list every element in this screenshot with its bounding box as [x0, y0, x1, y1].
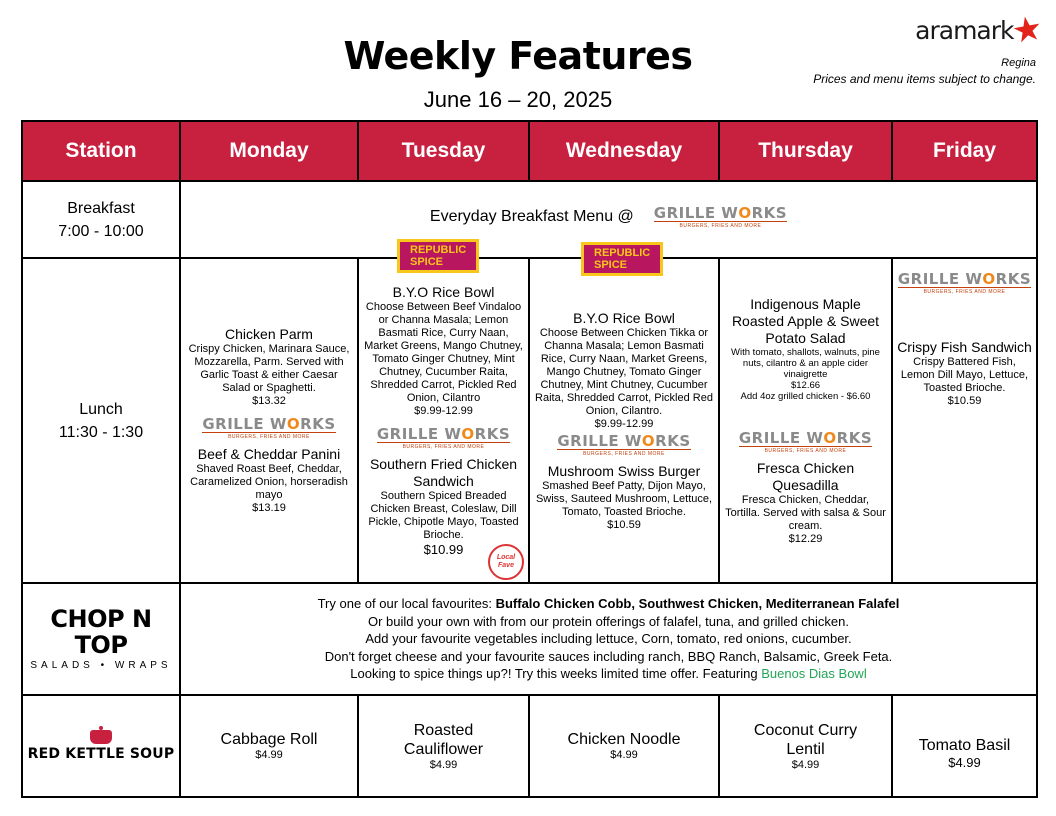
tuesday-item1-title: B.Y.O Rice Bowl	[392, 283, 495, 300]
chop-line3: Add your favourite vegetables including lettuce, Corn, tomato, red onions, cucumber.	[365, 631, 852, 647]
soup-row	[22, 695, 1037, 797]
soup-tuesday	[358, 695, 529, 797]
friday-item1-desc: Crispy Battered Fish, Lemon Dill Mayo, Lettuce, Toasted Brioche.	[900, 356, 1029, 394]
chop-line5-prefix: Looking to spice things up?! Try this weeks limited time offer. Featuring	[350, 666, 762, 682]
soup-monday-price: $4.99	[255, 749, 283, 761]
breakfast-text: Everyday Breakfast Menu @	[429, 207, 634, 225]
monday-item1-title: Chicken Parm	[225, 326, 313, 342]
chop-line1-bold: Buffalo Chicken Cobb, Southwest Chicken, Mediterranean Falafel	[495, 596, 900, 612]
soup-friday	[892, 695, 1037, 797]
chop-n-top-station	[22, 583, 180, 695]
lunch-monday	[180, 258, 358, 583]
soup-thursday-price: $4.99	[791, 758, 820, 771]
lunch-friday	[892, 258, 1037, 583]
col-header-station: Station	[22, 121, 180, 181]
chop-line2: Or build your own with from our protein offerings of falafel, tuna, and grilled chicken.	[367, 613, 849, 629]
chop-n-top-logo: CHOP N TOP SALADS • WRAPS	[30, 605, 172, 671]
lunch-thursday	[719, 258, 892, 583]
tuesday-item1-desc: Choose Between Beef Vindaloo or Channa Masala; Lemon Basmati Rice, Curry Naan, Market Greens, Mango Chutney, Tomato Ginger Chutney, Mint Chutney, Cucumber Raita, Shredded Carrot, Pickled Red Onion, Cilantro	[364, 300, 523, 404]
soup-wednesday	[529, 695, 719, 797]
wednesday-item2-title: Mushroom Swiss Burger	[547, 462, 701, 479]
lunch-label: Lunch	[79, 400, 123, 418]
grille-works-logo: GRILLE WORKS BURGERS, FRIES AND MORE	[557, 431, 691, 457]
tuesday-item1-price: $9.99-12.99	[414, 404, 473, 417]
chop-line4: Don't forget cheese and your favourite sauces including ranch, BBQ Ranch, Balsamic, Greek Feta.	[324, 648, 893, 664]
col-header-tuesday: Tuesday	[358, 121, 529, 181]
wednesday-item2-desc: Smashed Beef Patty, Dijon Mayo, Swiss, Sauteed Mushroom, Lettuce, Tomato, Toasted Brioche.	[535, 479, 713, 518]
location-label: Regina	[1001, 57, 1036, 69]
chop-n-top-row	[22, 583, 1037, 695]
disclaimer: Prices and menu items subject to change.	[813, 72, 1036, 86]
soup-friday-name: Tomato Basil	[918, 736, 1011, 754]
breakfast-hours: 7:00 - 10:00	[58, 222, 144, 240]
tuesday-item2-title: Southern Fried Chicken Sandwich	[369, 455, 518, 489]
soup-thursday	[719, 695, 892, 797]
col-header-friday: Friday	[892, 121, 1037, 181]
breakfast-station	[22, 181, 180, 258]
republic-of-spice-logo-wednesday: REPUBLIC SPICE	[581, 242, 663, 276]
col-header-wednesday: Wednesday	[529, 121, 719, 181]
soup-wednesday-name: Chicken Noodle	[567, 731, 681, 748]
breakfast-label: Breakfast	[67, 199, 135, 217]
friday-item1-price: $10.59	[947, 395, 982, 407]
soup-tuesday-name: Roasted Cauliflower	[403, 721, 484, 758]
soup-station	[22, 695, 180, 797]
kettle-icon	[90, 730, 112, 744]
soup-thursday-name: Coconut Curry Lentil	[753, 721, 858, 758]
monday-item2-title: Beef & Cheddar Panini	[197, 446, 341, 462]
local-fave-badge: Local Fave	[488, 544, 524, 580]
star-person-icon: ★	[1008, 8, 1046, 52]
lunch-hours: 11:30 - 1:30	[58, 423, 144, 441]
weekly-menu-table	[21, 120, 1038, 798]
monday-item2-price: $13.19	[252, 502, 286, 514]
chop-line1-prefix: Try one of our local favourites:	[317, 596, 496, 612]
lunch-row	[22, 258, 1037, 583]
wednesday-item2-price: $10.59	[607, 518, 641, 531]
col-header-thursday: Thursday	[719, 121, 892, 181]
header-row	[22, 121, 1037, 181]
grille-works-logo: GRILLE WORKS BURGERS, FRIES AND MORE	[202, 415, 336, 440]
col-header-monday: Monday	[180, 121, 358, 181]
date-range: June 16 – 20, 2025	[423, 87, 613, 112]
red-kettle-logo: RED KETTLE SOUP	[27, 730, 175, 762]
lunch-station	[22, 258, 180, 583]
wednesday-item1-desc: Choose Between Chicken Tikka or Channa Masala; Lemon Basmati Rice, Curry Naan, Market Greens, Mango Chutney, Tomato Ginger Chutney, Mint Chutney, Cucumber Raita, Shredded Carrot, Pickled Red Onion, Cilantro.	[535, 326, 713, 417]
monday-item1-price: $13.32	[252, 395, 286, 407]
soup-monday-name: Cabbage Roll	[220, 731, 318, 748]
thursday-item1-title: Indigenous Maple Roasted Apple & Sweet Potato Salad	[731, 295, 880, 346]
soup-monday	[180, 695, 358, 797]
republic-of-spice-logo-tuesday: REPUBLIC SPICE	[397, 239, 479, 273]
soup-tuesday-price: $4.99	[429, 758, 458, 771]
thursday-item2-desc: Fresca Chicken, Cheddar, Tortilla. Served with salsa & Sour cream.	[725, 493, 886, 532]
tuesday-item2-desc: Southern Spiced Breaded Chicken Breast, Coleslaw, Dill Pickle, Chipotle Mayo, Toasted Brioche.	[368, 489, 519, 541]
soup-wednesday-price: $4.99	[610, 749, 638, 761]
grille-works-logo: GRILLE WORKS BURGERS, FRIES AND MORE	[653, 203, 788, 229]
thursday-item1-price: $12.66	[790, 379, 821, 391]
breakfast-row	[22, 181, 1037, 258]
chop-n-top-info	[180, 583, 1037, 695]
friday-item1-title: Crispy Fish Sandwich	[897, 339, 1032, 355]
thursday-item1-addon: Add 4oz grilled chicken - $6.60	[740, 390, 871, 402]
grille-works-logo: GRILLE WORKS BURGERS, FRIES AND MORE	[376, 424, 511, 450]
soup-friday-price: $4.99	[948, 754, 981, 770]
wednesday-item1-title: B.Y.O Rice Bowl	[573, 309, 675, 326]
aramark-logo	[915, 8, 1046, 52]
lunch-wednesday	[529, 258, 719, 583]
thursday-item2-price: $12.29	[788, 532, 823, 545]
page-title: Weekly Features	[343, 34, 693, 78]
chop-line5-highlight: Buenos Dias Bowl	[761, 666, 867, 682]
monday-item1-desc: Crispy Chicken, Marinara Sauce, Mozzarella, Parm. Served with Garlic Toast & either Caesar Salad or Spaghetti.	[188, 343, 350, 394]
logo-wordmark: aramark	[915, 15, 1014, 45]
grille-works-logo: GRILLE WORKS BURGERS, FRIES AND MORE	[897, 270, 1032, 295]
thursday-item2-title: Fresca Chicken Quesadilla	[756, 459, 855, 493]
thursday-item1-desc: With tomato, shallots, walnuts, pine nuts, cilantro & an apple cider vinaigrette	[731, 346, 880, 380]
wednesday-item1-price: $9.99-12.99	[594, 417, 654, 430]
tuesday-item2-price: $10.99	[423, 541, 464, 557]
grille-works-logo: GRILLE WORKS BURGERS, FRIES AND MORE	[738, 428, 873, 454]
monday-item2-desc: Shaved Roast Beef, Cheddar, Caramelized Onion, horseradish mayo	[190, 463, 348, 501]
lunch-tuesday	[358, 258, 529, 583]
